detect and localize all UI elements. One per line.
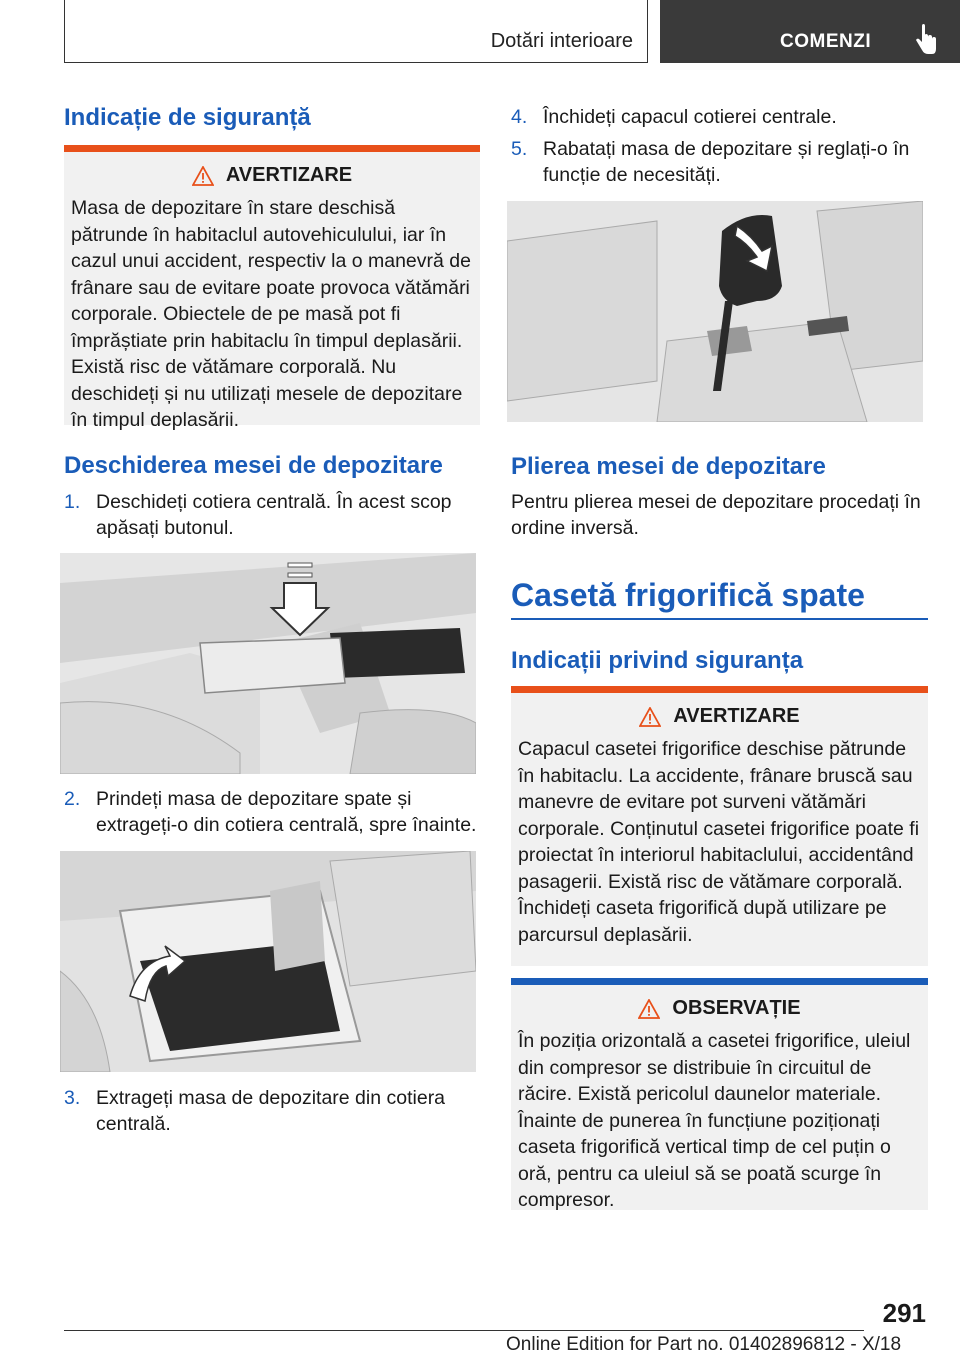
step-number: 5. [511, 138, 528, 160]
hand-pointer-icon [914, 24, 938, 56]
step-text: Închideți capacul cotierei centrale. [543, 106, 837, 128]
step-text: Rabatați masa de depozitare și reglați-o în funcție de necesități. [543, 138, 910, 186]
caution-triangle-icon [638, 999, 660, 1019]
cooler-safety-heading: Indicații privind siguranța [511, 647, 804, 674]
fold-text: Pentru plierea mesei de depozitare procedați în ordine inversă. [511, 491, 921, 539]
note-title-row [511, 997, 928, 1020]
header-section-box [64, 0, 648, 63]
warning-box [64, 145, 480, 431]
step-number: 2. [64, 788, 81, 810]
warning-title-row [511, 705, 928, 728]
fold-table-heading: Plierea mesei de depozitare [511, 453, 826, 480]
note-title: OBSERVAȚIE [672, 997, 801, 1019]
page-number: 291 [882, 1298, 926, 1328]
header-chapter-box [660, 0, 960, 63]
step-text: Prindeți masa de depozitare spate și extrageți-o din cotiera centrală, spre înainte. [96, 788, 477, 836]
note-text: În poziția orizontală a casetei frigorifice, uleiul din compresor se distribuie în circuitul de răcire. Există pericolul daunelor materiale. Înainte de punerea în funcțiune poziționați caseta frigorifică vertical timp de cel puțin o oră, pentru ca uleiul să se poată scurge în compresor. [518, 1030, 911, 1211]
warning-triangle-icon [192, 166, 214, 186]
armrest-button-photo [60, 553, 476, 774]
footer-edition: Online Edition for Part no. 01402896812 - X/18 [506, 1334, 902, 1355]
step-5 [511, 136, 927, 188]
table-extract-photo [60, 851, 476, 1072]
footer-divider [64, 1330, 864, 1331]
open-table-heading: Deschiderea mesei de depozitare [64, 452, 443, 479]
step-number: 4. [511, 106, 528, 128]
safety-heading: Indicație de siguranță [64, 104, 311, 131]
step-1 [64, 489, 480, 541]
cooler-title: Casetă frigorifică spate [511, 577, 865, 613]
title-underline [511, 618, 928, 620]
step-3 [64, 1085, 480, 1137]
warning-text: Capacul casetei frigorifice deschise pătrunde în habitaclu. La accidente, frânare bruscă sau manevre de evitare pot surveni vătămări corporale. Conținutul casetei frigorifice poate fi proiectat în interiorul habitaclului, accidentând pasagerii. Există risc de vătămare corporală. Închideți caseta frigorifică după utilizare pe parcursul deplasării. [518, 738, 920, 946]
step-2 [64, 786, 480, 838]
section-title: Dotări interioare [490, 30, 633, 52]
warning-triangle-icon [639, 707, 661, 727]
step-4 [511, 104, 927, 130]
cooler-warning-box [511, 686, 928, 966]
note-box [511, 978, 928, 1210]
step-text: Deschideți cotiera centrală. În acest scop apăsați butonul. [96, 491, 452, 539]
table-unfold-photo [507, 201, 923, 422]
warning-title: AVERTIZARE [673, 705, 800, 727]
step-number: 1. [64, 491, 81, 513]
step-number: 3. [64, 1087, 81, 1109]
warning-text: Masa de depozitare în stare deschisă pătrunde în habitaclul autovehiculului, iar în cazul unui accident, respectiv la o manevră de frânare sau de evitare poate provoca vătămări corporale. Obiectele de pe masă pot fi împrăștiate prin habitaclu în timpul deplasării. Există risc de vătămare corporală. Nu deschideți și nu utilizați mesele de depozitare în timpul deplasării. [71, 197, 471, 431]
chapter-title: COMENZI [780, 31, 872, 52]
step-text: Extrageți masa de depozitare din cotiera centrală. [96, 1087, 446, 1135]
warning-title-row [64, 164, 480, 187]
warning-title: AVERTIZARE [225, 164, 353, 186]
